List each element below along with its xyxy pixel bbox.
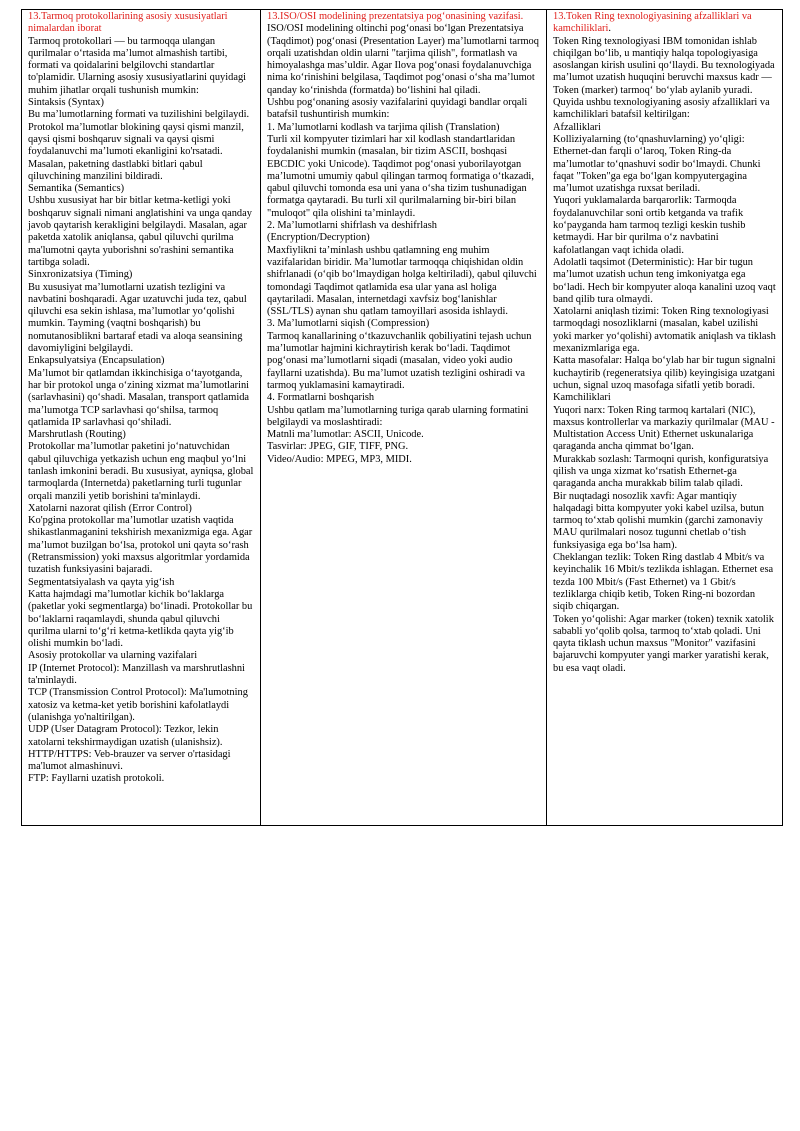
column-title: 13.Token Ring texnologiyasining afzalliklari va kamchiliklari bbox=[553, 11, 752, 35]
column-presentation-layer bbox=[260, 10, 546, 825]
text-line: Ushbu pog‘onaning asosiy vazifalarini quyidagi bandlar orqali batafsil tushuntirish mumkin: bbox=[267, 97, 528, 121]
text-line: Token yo‘qolishi: Agar marker (token) texnik xatolik sababli yo‘qolib qolsa, tarmoq to‘xtab qoladi. Uni qayta tiklash uchun maxsus "Monitor" vazifasini bajaruvchi kompyuter yangi marker yaratishi kerak, bu esa vaqt oladi. bbox=[553, 613, 774, 674]
text-line: Xatolarni aniqlash tizimi: Token Ring texnologiyasi tarmoqdagi nosozliklarni (masalan, kabel uzilishi yoki marker yo‘qolishi) avtomatik aniqlash va tiklash mexanizmlariga ega. bbox=[553, 306, 776, 355]
text-line: Ko'pgina protokollar ma’lumotlar uzatish vaqtida shikastlanmaganini tekshirish mexanizmiga ega. Agar ma’lumot buzilgan bo‘lsa, protokol uni qayta so‘rash (Retransmission) yoki maxsus algoritmlar yordamida tuzatish funksiyasini bajaradi. bbox=[28, 515, 253, 576]
text-line: Quyida ushbu texnologiyaning asosiy afzalliklari va kamchiliklari batafsil keltirilgan: bbox=[553, 97, 770, 121]
text-line: Tarmoq kanallarining o‘tkazuvchanlik qobiliyatini tejash uchun ma’lumotlar hajmini kichraytirish kerak bo‘ladi. Taqdimot pog‘onasi ma’lumotlarni siqadi (masalan, video yoki audio fayllarni uzatishda). Bu ma’lumot uzatish tezligini oshiradi va tarmoq yuklamasini kamaytiradi. bbox=[267, 330, 532, 391]
text-line: Cheklangan tezlik: Token Ring dastlab 4 Mbit/s va keyinchalik 16 Mbit/s tezlikda ishlagan. Ethernet esa tezda 100 Mbit/s (Fast Ethernet) va 1 Gbit/s tezliklarga chiqib ketib, Token Ring-ni bozordan siqib chiqargan. bbox=[553, 552, 774, 613]
text-line: Ushbu qatlam ma’lumotlarning turiga qarab ularning formatini belgilaydi va moslashtiradi: bbox=[267, 404, 529, 428]
text-line: Sintaksis (Syntax) bbox=[28, 97, 104, 109]
text-line: Bir nuqtadagi nosozlik xavfi: Agar mantiqiy halqadagi bitta kompyuter yoki kabel uzilsa, butun tarmoq to‘xtab qolishi mumkin (garchi zamonaviy MAU qurilmalari nosoz tugunni chetlab o‘tish funksiyasiga ega bo‘lsa ham). bbox=[553, 490, 764, 551]
column-title: 13.ISO/OSI modelining prezentatsiya pog‘onasining vazifasi. bbox=[267, 11, 524, 22]
column-body bbox=[28, 36, 254, 786]
text-line: Video/Audio: MPEG, MP3, MIDI. bbox=[267, 453, 412, 465]
text-line: Afzalliklari bbox=[553, 121, 601, 133]
text-line: Asosiy protokollar va ularning vazifalari bbox=[28, 650, 198, 662]
text-line: Matnli ma’lumotlar: ASCII, Unicode. bbox=[267, 429, 424, 441]
column-title: 13.Tarmoq protokollarining asosiy xususiyatlari nimalardan iborat bbox=[28, 11, 228, 35]
text-line: 1. Ma’lumotlarni kodlash va tarjima qilish (Translation) bbox=[267, 121, 500, 133]
text-line: Sinxronizatsiya (Timing) bbox=[28, 269, 133, 281]
text-line: Ushbu xususiyat har bir bitlar ketma-ketligi yoki boshqaruv signali nimani anglatishini va unga qanday javob qaytarish kerakligini belgilaydi. Masalan, agar paketda xatolik aniqlansa, qabul qiluvchi qurilma ma'lumotni qayta yuborishni so'rashini semantika tartibga soladi. bbox=[28, 195, 252, 268]
text-line: Enkapsulyatsiya (Encapsulation) bbox=[28, 355, 165, 367]
text-line: ISO/OSI modelining oltinchi pog‘onasi bo‘lgan Prezentatsiya (Taqdimot) pog‘onasi (Presentation Layer) ma’lumotlarni tarmoq orqali uzatishdan oldin ularni "tarjima qilish", formatlash va himoyalashga mas’uldir. Agar Ilova pog‘onasi foydalanuvchiga nima ko‘rinishini belgilasa, Taqdimot pog‘onasi o‘sha ma’lumot qanday ko‘rinishda (formatda) bo‘lishini hal qiladi. bbox=[267, 23, 539, 96]
column-title-wrapper bbox=[553, 11, 776, 36]
text-line: IP (Internet Protocol): Manzillash va marshrutlashni ta'minlaydi. bbox=[28, 662, 245, 687]
text-line: FTP: Fayllarni uzatish protokoli. bbox=[28, 773, 165, 785]
text-line: Adolatli taqsimot (Deterministic): Har bir tugun ma’lumot uzatish uchun teng imkoniyatga ega bo‘ladi. Hech bir kompyuter aloqa kanalini uzoq vaqt band qilib tura olmaydi. bbox=[553, 256, 776, 305]
text-line: Katta hajmdagi ma’lumotlar kichik bo‘laklarga (paketlar yoki segmentlarga) bo‘linadi. Protokollar bu bo‘laklarni raqamlaydi, shunda qabul qiluvchi qurilma ularni to‘g‘ri ketma-ketlikda qayta yig‘ib olishi mumkin bo‘ladi. bbox=[28, 588, 253, 650]
text-line: Turli xil kompyuter tizimlari har xil kodlash standartlaridan foydalanishi mumkin (masalan, bir tizim ASCII, boshqasi EBCDIC yoki Unicode). Taqdimot pog‘onasi yuborilayotgan ma’lumotni umumiy qabul qilingan tarmoq formatiga o‘tkazadi, qabul qiluvchi tomonda esa uni yana o‘sha tizim tushunadigan formatga qaytaradi. Bu turli xil qurilmalarning bir-biri bilan "muloqot" qila olishini ta’minlaydi. bbox=[267, 133, 534, 219]
text-line: Kolliziyalarning (to‘qnashuvlarning) yo‘qligi: Ethernet-dan farqli o‘laroq, Token Ring-da ma’lumotlar to‘qnashuvi sodir bo‘lmaydi. Chunki faqat "Token"ga ega bo‘lgan kompyutergagina ma’lumot uzatishga ruxsat beriladi. bbox=[553, 133, 761, 195]
text-line: Yuqori yuklamalarda barqarorlik: Tarmoqda foydalanuvchilar soni ortib ketganda va trafik ko‘payganda ham tarmoq tezligi keskin tushib ketmaydi. Har bir qurilma o‘z navbatini kafolatlangan vaqt ichida oladi. bbox=[553, 195, 746, 256]
text-line: Yuqori narx: Token Ring tarmoq kartalari (NIC), maxsus kontrollerlar va markaziy qurilmalar (MAU - Multistation Access Unit) Ethernet uskunalariga qaraganda ancha qimmat bo‘lgan. bbox=[553, 404, 775, 453]
text-line: Kamchiliklari bbox=[553, 392, 611, 404]
text-line: HTTP/HTTPS: Veb-brauzer va server o'rtasidagi ma'lumot almashinuvi. bbox=[28, 748, 231, 773]
text-line: Semantika (Semantics) bbox=[28, 183, 125, 195]
text-line: 2. Ma’lumotlarni shifrlash va deshifrlash (Encryption/Decryption) bbox=[267, 220, 437, 244]
text-line: Tasvirlar: JPEG, GIF, TIFF, PNG. bbox=[267, 441, 409, 453]
text-line: TCP (Transmission Control Protocol): Ma'lumotning xatosiz va ketma-ket yetib borishini kafolatlaydi (ulanishga yo'naltirilgan). bbox=[28, 687, 248, 723]
text-line: Tarmoq protokollari — bu tarmoqqa ulangan qurilmalar o‘rtasida ma’lumot almashish tartibi, formati va qoidalarini belgilovchi standartlar to'plamidir. Ularning asosiy xususiyatlarini quyidagi muhim jihatlar orqali tushunish mumkin: bbox=[28, 35, 247, 96]
column-title-suffix: . bbox=[608, 23, 612, 35]
text-line: Token Ring texnologiyasi IBM tomonidan ishlab chiqilgan bo‘lib, u mantiqiy halqa topologiyasiga asoslangan kirish usulini qo‘llaydi. Bu texnologiyada ma’lumot uzatish huquqini beruvchi maxsus kadr — Token (marker) tarmoq‘ bo‘ylab aylanib yuradi. bbox=[553, 35, 775, 96]
text-line: 3. Ma’lumotlarni siqish (Compression) bbox=[267, 318, 430, 330]
column-body bbox=[553, 36, 776, 675]
text-line: Xatolarni nazorat qilish (Error Control) bbox=[28, 502, 192, 514]
text-line: Marshrutlash (Routing) bbox=[28, 429, 126, 441]
text-line: Bu xususiyat ma’lumotlarni uzatish tezligini va navbatini boshqaradi. Agar uzatuvchi juda tez, qabul qiluvchi esa sekin ishlasa, ma’lumotlar yo‘qolishi mumkin. Tayming (vaqtni boshqarish) bu nomutanosiblikni bartaraf etadi va aloqa seansining davomiyligini belgilaydi. bbox=[28, 281, 247, 355]
column-token-ring bbox=[546, 10, 782, 825]
text-line: Ma’lumot bir qatlamdan ikkinchisiga o‘tayotganda, har bir protokol unga o‘zining xizmat ma’lumotlarini (sarlavhasini) qo‘shadi. Masalan, transport qatlamida ma’lumotga TCP sarlavhasi qo‘shilsa, tarmoq qatlamida IP sarlavhasi qo‘shiladi. bbox=[28, 367, 250, 428]
text-line: Protokollar ma’lumotlar paketini jo‘natuvchidan qabul qiluvchiga yetkazish uchun eng maqbul yo‘lni tanlash imkonini beradi. Bu xususiyat, ayniqsa, global tarmoqlarda (Internetda) paketlarning turli tugunlar orqali manzili yetib borishini ta'minlaydi. bbox=[28, 441, 254, 502]
text-line: Katta masofalar: Halqa bo‘ylab har bir tugun signalni kuchaytirib (regeneratsiya qilib) keyingisiga uzatgani uchun, signal uzoq masofaga sifatli yetib boradi. bbox=[553, 355, 776, 391]
text-line: Murakkab sozlash: Tarmoqni qurish, konfiguratsiya qilish va unga xizmat ko‘rsatish Ethernet-ga qaraganda ancha murakkab bilim talab qiladi. bbox=[553, 453, 769, 490]
column-network-protocols bbox=[22, 10, 260, 825]
text-line: 4. Formatlarni boshqarish bbox=[267, 392, 375, 404]
document-table bbox=[21, 9, 783, 826]
text-line: Bu ma’lumotlarning formati va tuzilishini belgilaydi. Protokol ma’lumotlar blokining qaysi qismi manzil, qaysi qismi boshqaruv signali va qaysi qismi foydalanuvchi ma’lumoti ekanligini ko'rsatadi. Masalan, paketning dastlabki bitlari qabul qiluvchining manzilini bildiradi. bbox=[28, 109, 250, 182]
text-line: Maxfiylikni ta’minlash ushbu qatlamning eng muhim vazifalaridan biridir. Ma’lumotlar tarmoqqa chiqishidan oldin shifrlanadi (o‘qib bo‘lmaydigan holga keltiriladi), qabul qiluvchi tomondagi Taqdimot qatlamida esa ular yana asl holiga qaytariladi. Masalan, internetdagi xavfsiz bog‘lanishlar (SSL/TLS) aynan shu qatlam tamoyillari asosida ishlaydi. bbox=[267, 244, 537, 318]
text-line: UDP (User Datagram Protocol): Tezkor, lekin xatolarni tekshirmaydigan uzatish (ulanishsiz). bbox=[28, 724, 223, 748]
column-body bbox=[267, 23, 540, 466]
text-line: Segmentatsiyalash va qayta yig‘ish bbox=[28, 576, 175, 588]
